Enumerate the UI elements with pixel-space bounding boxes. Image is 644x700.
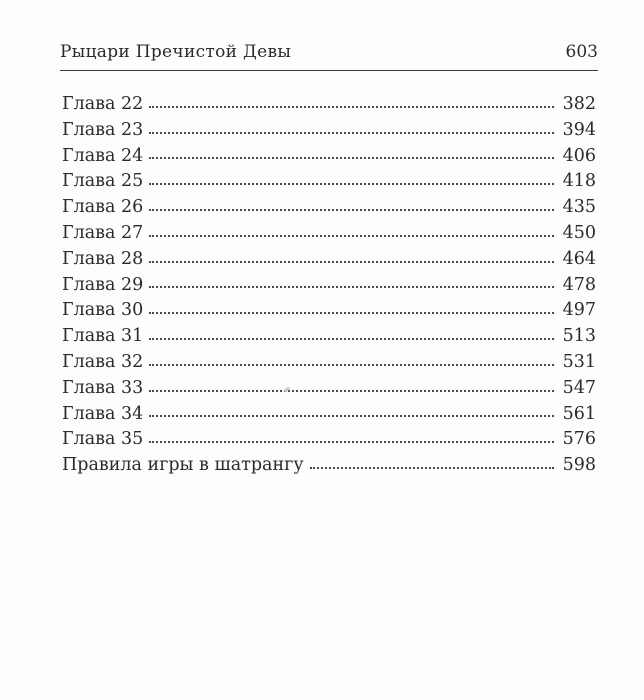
toc-entry-title: Глава 32 [62, 351, 144, 372]
toc-entry-page: 406 [562, 145, 596, 166]
toc-entry-title: Глава 23 [62, 119, 144, 140]
dot-leader [149, 132, 554, 134]
toc-entry-page: 464 [562, 248, 596, 269]
running-title: Рыцари Пречистой Девы [60, 42, 292, 62]
dot-leader [149, 286, 554, 288]
toc-entry-title: Глава 22 [62, 94, 144, 114]
dot-leader [310, 467, 554, 469]
toc-entry-page: 435 [562, 197, 596, 218]
toc-entry [62, 144, 596, 170]
toc-entry [62, 402, 596, 428]
dot-leader [149, 157, 554, 159]
dot-leader [149, 312, 554, 314]
dot-leader [149, 106, 554, 108]
toc-entry-page: 531 [562, 351, 596, 372]
toc-entry [62, 453, 596, 479]
toc-entry-title: Глава 25 [62, 171, 144, 192]
running-head [60, 38, 598, 68]
header-rule [60, 70, 598, 71]
toc-entry-page: 478 [562, 274, 596, 295]
toc-entry-title: Глава 30 [62, 300, 144, 321]
toc-entry-title: Глава 28 [62, 248, 144, 269]
toc-entry [62, 273, 596, 299]
table-of-contents [62, 92, 596, 479]
toc-entry [62, 247, 596, 273]
page-number: 603 [565, 42, 598, 62]
toc-entry-title: Глава 35 [62, 429, 144, 450]
toc-entry-page: 576 [562, 429, 596, 450]
toc-entry-title: Глава 33 [62, 377, 144, 398]
toc-entry-page: 450 [562, 222, 596, 243]
toc-entry-title: Глава 27 [62, 222, 144, 243]
dot-leader [149, 261, 554, 263]
dot-leader [149, 209, 554, 211]
toc-entry-page: 561 [562, 403, 596, 424]
dot-leader [149, 364, 554, 366]
toc-entry-page: 394 [562, 119, 596, 140]
toc-entry-title: Глава 26 [62, 197, 144, 218]
dot-leader [149, 183, 554, 185]
toc-entry [62, 92, 596, 118]
toc-entry [62, 169, 596, 195]
dot-leader [149, 390, 554, 392]
toc-entry [62, 427, 596, 453]
toc-entry-title: Глава 31 [62, 326, 144, 347]
dot-leader [149, 415, 554, 417]
toc-entry-page: 382 [562, 94, 596, 114]
dot-leader [149, 338, 554, 340]
toc-entry [62, 376, 596, 402]
dot-leader [149, 441, 554, 443]
toc-entry [62, 298, 596, 324]
toc-entry-title: Глава 24 [62, 145, 144, 166]
toc-entry [62, 118, 596, 144]
toc-entry-page: 513 [562, 326, 596, 347]
dot-leader [149, 235, 554, 237]
toc-entry-title: Глава 29 [62, 274, 144, 295]
toc-entry-page: 547 [562, 377, 596, 398]
toc-entry-title: Правила игры в шатрангу [62, 455, 304, 476]
toc-entry-title: Глава 34 [62, 403, 144, 424]
toc-entry [62, 324, 596, 350]
toc-entry-page: 497 [562, 300, 596, 321]
toc-entry [62, 350, 596, 376]
toc-entry-page: 598 [562, 455, 596, 476]
toc-entry [62, 195, 596, 221]
toc-entry [62, 221, 596, 247]
toc-entry-page: 418 [562, 171, 596, 192]
